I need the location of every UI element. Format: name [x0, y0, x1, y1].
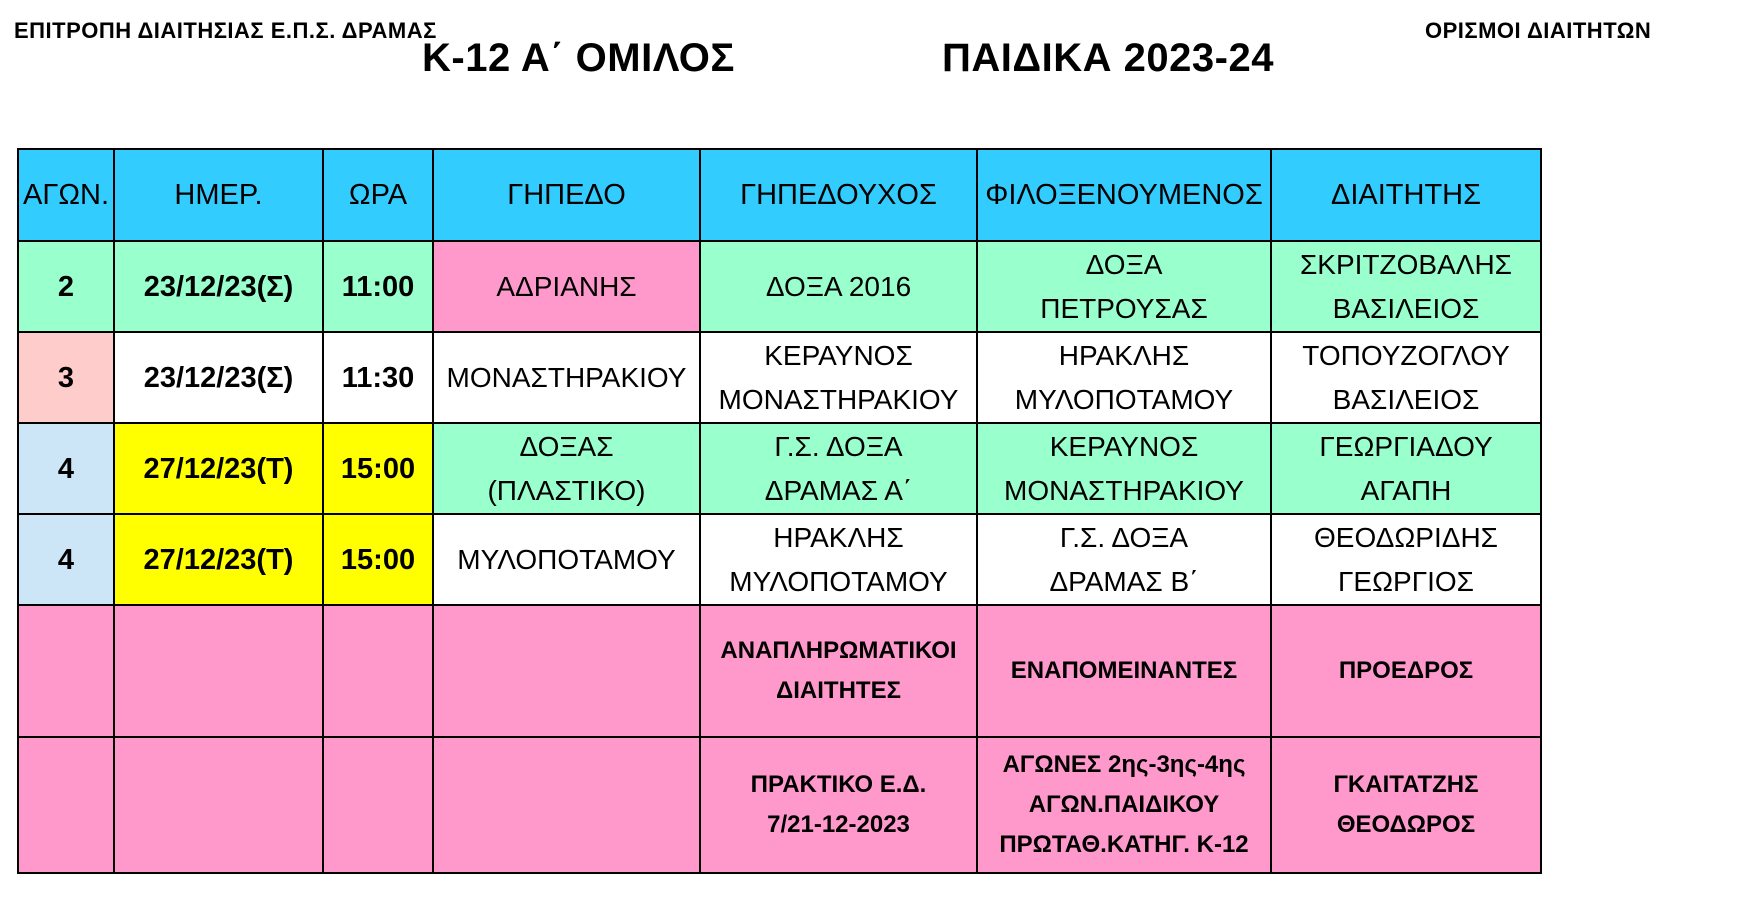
referee-cell [1271, 423, 1541, 514]
footer-values-row [18, 737, 1541, 873]
venue-line: ΑΔΡΙΑΝΗΣ [496, 270, 637, 302]
column-header-venue: ΓΗΠΕΔΟ [433, 149, 700, 241]
home-team-line: ΗΡΑΚΛΗΣ [773, 521, 904, 553]
home-team-line: ΚΕΡΑΥΝΟΣ [764, 339, 913, 371]
group-title: Κ-12 Α΄ ΟΜΙΛΟΣ [422, 36, 735, 80]
referee-line: ΑΓΑΠΗ [1360, 474, 1452, 506]
label-line: ΠΡΟΕΔΡΟΣ [1338, 657, 1474, 684]
venue-cell [433, 241, 700, 332]
value-line: 7/21-12-2023 [767, 811, 910, 838]
column-header-away-team: ΦΙΛΟΞΕΝΟΥΜΕΝΟΣ [977, 149, 1271, 241]
away-team-line: ΚΕΡΑΥΝΟΣ [1049, 430, 1199, 462]
referee-cell [1271, 241, 1541, 332]
substitute-referees-label [700, 605, 977, 737]
time-cell: 15:00 [323, 423, 433, 514]
value-line: ΘΕΟΔΩΡΟΣ [1336, 811, 1476, 838]
venue-line: (ΠΛΑΣΤΙΚΟ) [487, 474, 646, 506]
column-header-date: ΗΜΕΡ. [114, 149, 323, 241]
referee-line: ΒΑΣΙΛΕΙΟΣ [1332, 292, 1480, 324]
empty-cell [18, 605, 114, 737]
time-cell: 11:00 [323, 241, 433, 332]
column-header-game-number: ΑΓΩΝ. [18, 149, 114, 241]
label-line: ΔΙΑΙΤΗΤΕΣ [776, 677, 901, 704]
empty-cell [433, 605, 700, 737]
venue-cell [433, 514, 700, 605]
table-row [18, 332, 1541, 423]
empty-cell [323, 737, 433, 873]
empty-cell [18, 737, 114, 873]
away-team-line: ΔΡΑΜΑΣ Β΄ [1049, 565, 1199, 597]
value-line: ΑΓΩΝΕΣ 2ης-3ης-4ης [1002, 751, 1246, 778]
home-team-cell [700, 241, 977, 332]
table-header-row [18, 149, 1541, 241]
away-team-line: ΜΥΛΟΠΟΤΑΜΟΥ [1014, 383, 1234, 415]
venue-line: ΜΥΛΟΠΟΤΑΜΟΥ [457, 543, 676, 575]
referee-cell [1271, 514, 1541, 605]
value-line: ΑΓΩΝ.ΠΑΙΔΙΚΟΥ [1028, 791, 1220, 818]
minutes-reference-cell [700, 737, 977, 873]
away-team-line: ΠΕΤΡΟΥΣΑΣ [1040, 292, 1208, 324]
empty-cell [114, 737, 323, 873]
referee-line: ΣΚΡΙΤΖΟΒΑΛΗΣ [1299, 248, 1512, 280]
away-team-line: ΔΟΞΑ [1085, 248, 1163, 280]
away-team-cell [977, 332, 1271, 423]
referee-line: ΤΟΠΟΥΖΟΓΛΟΥ [1302, 339, 1510, 371]
column-header-referee: ΔΙΑΙΤΗΤΗΣ [1271, 149, 1541, 241]
home-team-line: ΜΥΛΟΠΟΤΑΜΟΥ [729, 565, 948, 597]
home-team-line: ΜΟΝΑΣΤΗΡΑΚΙΟΥ [718, 383, 959, 415]
referee-line: ΓΕΩΡΓΙΟΣ [1338, 565, 1474, 597]
empty-cell [114, 605, 323, 737]
home-team-cell [700, 514, 977, 605]
date-cell: 23/12/23(Σ) [114, 332, 323, 423]
time-cell: 11:30 [323, 332, 433, 423]
away-team-cell [977, 423, 1271, 514]
game-number-cell: 3 [18, 332, 114, 423]
table-row [18, 514, 1541, 605]
label-line: ΑΝΑΠΛΗΡΩΜΑΤΙΚΟΙ [720, 637, 957, 664]
away-team-line: Γ.Σ. ΔΟΞΑ [1059, 521, 1189, 553]
table-row [18, 423, 1541, 514]
label-line: ΕΝΑΠΟΜΕΙΝΑΝΤΕΣ [1010, 657, 1238, 684]
footer-labels-row [18, 605, 1541, 737]
table-row [18, 241, 1541, 332]
home-team-line: ΔΟΞΑ 2016 [765, 270, 912, 302]
chairman-label [1271, 605, 1541, 737]
empty-cell [433, 737, 700, 873]
referee-line: ΒΑΣΙΛΕΙΟΣ [1332, 383, 1480, 415]
game-number-cell: 4 [18, 514, 114, 605]
home-team-line: Γ.Σ. ΔΟΞΑ [774, 430, 903, 462]
empty-cell [323, 605, 433, 737]
venue-cell [433, 423, 700, 514]
time-cell: 15:00 [323, 514, 433, 605]
game-number-cell: 4 [18, 423, 114, 514]
date-cell: 27/12/23(Τ) [114, 514, 323, 605]
referee-assignment-table [17, 148, 1542, 874]
home-team-cell [700, 423, 977, 514]
away-team-cell [977, 241, 1271, 332]
venue-line: ΜΟΝΑΣΤΗΡΑΚΙΟΥ [446, 361, 687, 393]
referee-line: ΘΕΟΔΩΡΙΔΗΣ [1314, 521, 1498, 553]
remaining-games-cell [977, 737, 1271, 873]
column-header-home-team: ΓΗΠΕΔΟΥΧΟΣ [700, 149, 977, 241]
chairman-name-cell [1271, 737, 1541, 873]
referee-line: ΓΕΩΡΓΙΑΔΟΥ [1319, 430, 1493, 462]
home-team-line: ΔΡΑΜΑΣ Α΄ [764, 474, 913, 506]
date-cell: 27/12/23(Τ) [114, 423, 323, 514]
document-type-title: ΟΡΙΣΜΟΙ ΔΙΑΙΤΗΤΩΝ [1425, 18, 1652, 43]
away-team-cell [977, 514, 1271, 605]
referee-cell [1271, 332, 1541, 423]
home-team-cell [700, 332, 977, 423]
date-cell: 23/12/23(Σ) [114, 241, 323, 332]
game-number-cell: 2 [18, 241, 114, 332]
remaining-label [977, 605, 1271, 737]
value-line: ΓΚΑΙΤΑΤΖΗΣ [1333, 771, 1479, 798]
value-line: ΠΡΑΚΤΙΚΟ Ε.Δ. [750, 771, 927, 798]
venue-cell [433, 332, 700, 423]
season-title: ΠΑΙΔΙΚΑ 2023-24 [942, 36, 1274, 80]
venue-line: ΔΟΞΑΣ [519, 430, 614, 462]
value-line: ΠΡΩΤΑΘ.ΚΑΤΗΓ. Κ-12 [999, 831, 1249, 858]
column-header-time: ΩΡΑ [323, 149, 433, 241]
committee-title: ΕΠΙΤΡΟΠΗ ΔΙΑΙΤΗΣΙΑΣ Ε.Π.Σ. ΔΡΑΜΑΣ [14, 18, 437, 43]
away-team-line: ΜΟΝΑΣΤΗΡΑΚΙΟΥ [1004, 474, 1244, 506]
away-team-line: ΗΡΑΚΛΗΣ [1058, 339, 1190, 371]
